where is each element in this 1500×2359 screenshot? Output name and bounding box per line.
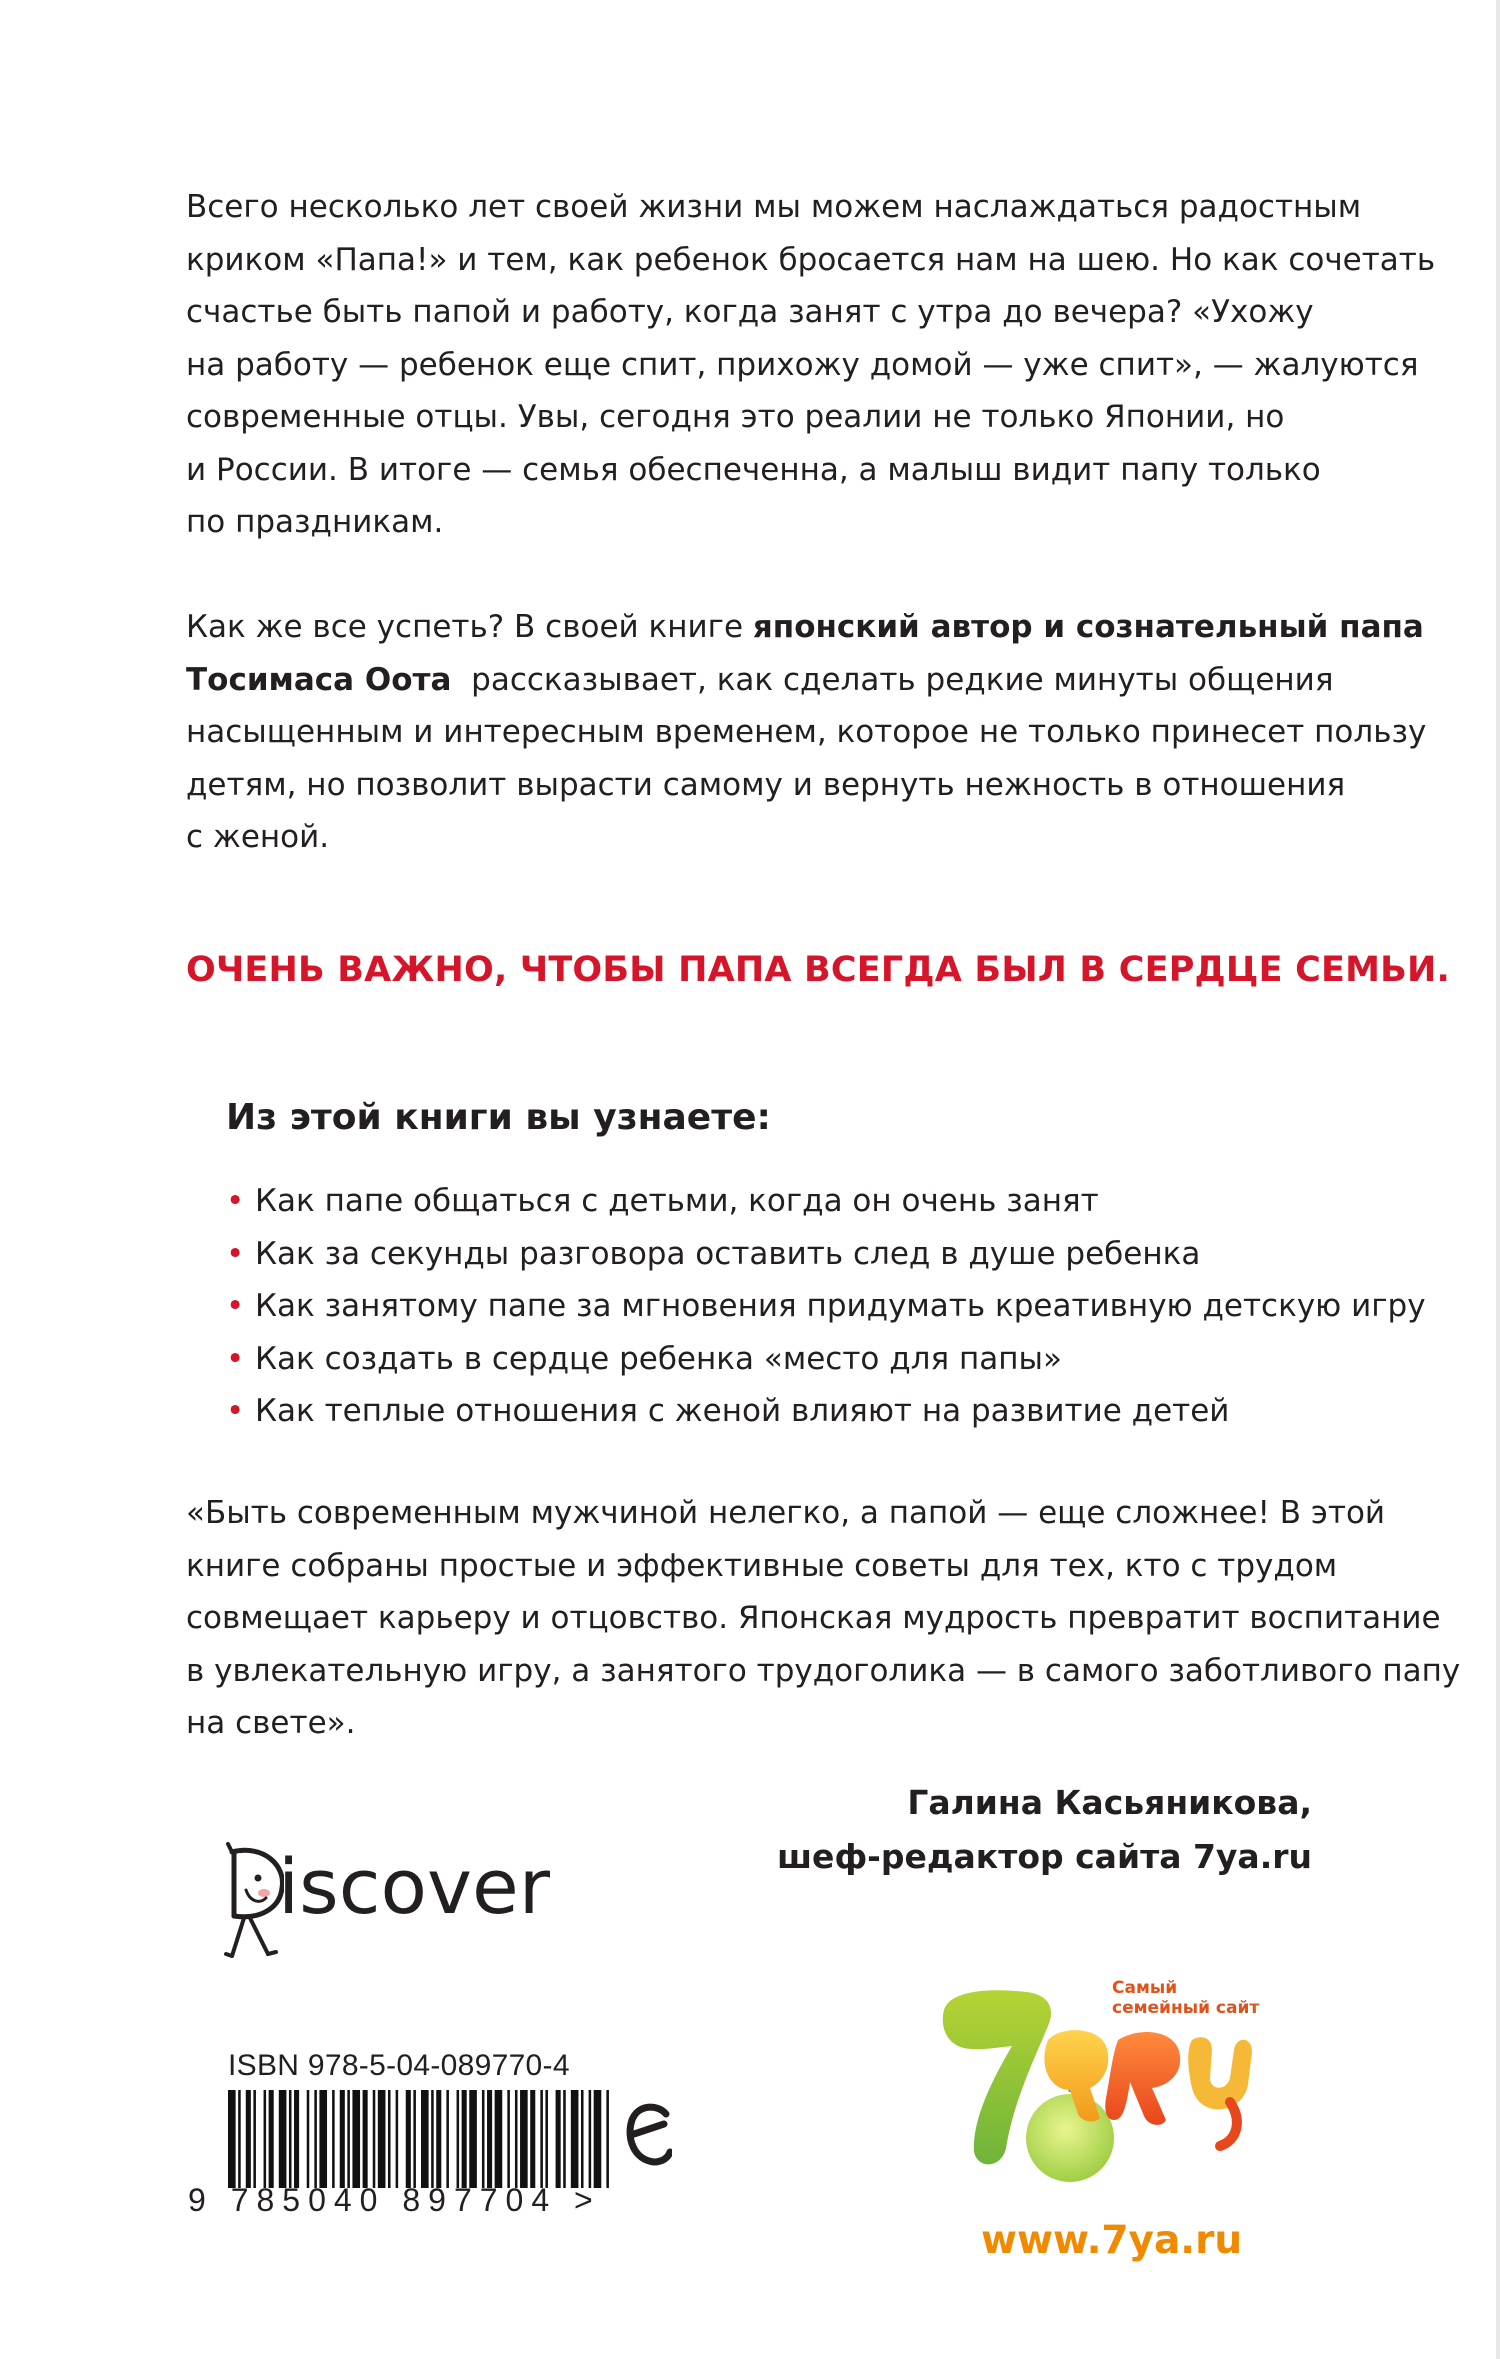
author-line-text: Как же все успеть? В своей книге — [186, 609, 753, 645]
barcode-bar — [314, 2090, 317, 2188]
learn-list — [226, 1175, 1426, 1438]
barcode-bar — [413, 2090, 416, 2188]
intro-line: на работу — ребенок еще спит, прихожу домой — уже спит», — жалуются — [186, 346, 1419, 383]
barcode-bar — [269, 2090, 274, 2188]
list-item — [226, 1228, 1426, 1281]
list-item — [226, 1280, 1426, 1333]
list-item — [226, 1175, 1426, 1228]
intro-line: Всего несколько лет своей жизни мы можем наслаждаться радостным — [186, 189, 1362, 225]
author-line — [186, 601, 1424, 654]
barcode-bar — [279, 2090, 287, 2188]
quote-line: «Быть современным мужчиной нелегко, а папой — еще сложнее! В этой — [186, 1495, 1386, 1531]
intro-line: современные отцы. Увы, сегодня это реалии не только Японии, но — [186, 399, 1285, 435]
barcode-bar — [340, 2090, 345, 2188]
list-item — [226, 1385, 1426, 1438]
slogan-heading: ОЧЕНЬ ВАЖНО, ЧТОБЫ ПАПА ВСЕГДА БЫЛ В СЕРДЦЕ СЕМЬИ. — [186, 950, 1450, 990]
bullet-icon: • — [226, 1340, 245, 1377]
barcode-bar — [469, 2090, 477, 2188]
barcode-bar — [581, 2090, 584, 2188]
barcode-bar — [540, 2090, 543, 2188]
barcode-bar — [487, 2090, 492, 2188]
author-name: Тосимаса Оота — [186, 661, 452, 698]
barcode-bar — [363, 2090, 368, 2188]
barcode-bar — [571, 2090, 579, 2188]
author-line — [186, 654, 1334, 707]
list-item-text: Как теплые отношения с женой влияют на развитие детей — [255, 1393, 1230, 1429]
page-edge-line — [1496, 0, 1500, 2359]
quote-line: книге собраны простые и эффективные советы для тех, кто с трудом — [186, 1547, 1338, 1584]
barcode-bar — [431, 2090, 434, 2188]
signature-role: шеф-редактор сайта 7ya.ru — [777, 1837, 1312, 1876]
barcode-bar — [421, 2090, 429, 2188]
list-item-text: Как папе общаться с детьми, когда он очень занят — [255, 1183, 1099, 1219]
list-item-text: Как занятому папе за мгновения придумать креативную детскую игру — [255, 1288, 1426, 1324]
bullet-icon: • — [226, 1393, 245, 1429]
barcode-bar — [238, 2090, 241, 2188]
barcode-bar — [373, 2090, 376, 2188]
barcode-bar — [319, 2090, 327, 2188]
intro-line: счастье быть папой и работу, когда занят с утра до вечера? «Ухожу — [186, 294, 1314, 330]
review-quote — [186, 1487, 1461, 1750]
isbn-label: ISBN 978-5-04-089770-4 — [228, 2049, 570, 2082]
intro-line: по праздникам. — [186, 504, 444, 540]
barcode-bar — [294, 2090, 299, 2188]
barcode-bar — [352, 2090, 360, 2188]
author-description: японский автор и сознательный папа — [752, 609, 1424, 645]
list-item-text: Как создать в сердце ребенка «место для папы» — [255, 1340, 1062, 1377]
author-line: насыщенным и интересным временем, которое не только принесет пользу — [186, 714, 1427, 750]
barcode — [228, 2090, 614, 2188]
learn-title: Из этой книги вы узнаете: — [226, 1097, 771, 1138]
intro-line: и России. В итоге — семья обеспеченна, а малыш видит папу только — [186, 451, 1321, 488]
barcode-bar — [482, 2090, 485, 2188]
7ya-url: www.7ya.ru — [981, 2218, 1243, 2263]
barcode-bar — [594, 2090, 602, 2188]
quote-line: совмещает карьеру и отцовство. Японская мудрость превратит воспитание — [186, 1600, 1441, 1636]
barcode-bar — [515, 2090, 518, 2188]
barcode-bar — [545, 2090, 548, 2188]
barcode-bar — [436, 2090, 441, 2188]
barcode-bar — [246, 2090, 251, 2188]
7ya-tagline: Самый семейный сайт — [1112, 1978, 1260, 2018]
barcode-bar — [556, 2090, 561, 2188]
barcode-bar — [495, 2090, 503, 2188]
barcode-bar — [446, 2090, 449, 2188]
barcode-bar — [388, 2090, 391, 2188]
barcode-bar — [378, 2090, 386, 2188]
barcode-bar — [228, 2090, 236, 2188]
barcode-bar — [253, 2090, 256, 2188]
author-line: с женой. — [186, 819, 330, 855]
barcode-bar — [264, 2090, 267, 2188]
intro-line: криком «Папа!» и тем, как ребенок бросается нам на шею. Но как сочетать — [186, 241, 1436, 278]
discover-logo-visible: iscover — [278, 1842, 550, 1931]
quote-line: на свете». — [186, 1705, 356, 1741]
barcode-bar — [563, 2090, 566, 2188]
signature-name: Галина Касьяникова, — [907, 1783, 1312, 1822]
barcode-bar — [307, 2090, 310, 2188]
eksmo-e-icon — [626, 2100, 672, 2170]
barcode-bar — [289, 2090, 292, 2188]
bullet-icon: • — [226, 1288, 245, 1324]
list-item — [226, 1333, 1426, 1386]
barcode-bar — [606, 2090, 609, 2188]
intro-paragraph — [186, 181, 1436, 549]
author-line: детям, но позволит вырасти самому и вернуть нежность в отношения — [186, 766, 1346, 803]
barcode-bar — [347, 2090, 350, 2188]
quote-line: в увлекательную игру, а занятого трудоголика — в самого заботливого папу — [186, 1652, 1461, 1689]
barcode-bar — [507, 2090, 510, 2188]
bullet-icon: • — [226, 1183, 245, 1219]
author-line-text: рассказывает, как сделать редкие минуты общения — [451, 661, 1334, 698]
barcode-bar — [589, 2090, 592, 2188]
list-item-text: Как за секунды разговора оставить след в душе ребенка — [255, 1235, 1201, 1272]
author-paragraph — [186, 601, 1427, 864]
barcode-bar — [530, 2090, 535, 2188]
quote-signature — [777, 1776, 1312, 1884]
barcode-bar — [406, 2090, 411, 2188]
bullet-icon: • — [226, 1235, 245, 1272]
barcode-bar — [332, 2090, 335, 2188]
barcode-bar — [520, 2090, 528, 2188]
barcode-bar — [457, 2090, 460, 2188]
barcode-digits: 9 785040 897704 > — [188, 2182, 601, 2218]
barcode-bar — [462, 2090, 467, 2188]
barcode-bar — [396, 2090, 399, 2188]
